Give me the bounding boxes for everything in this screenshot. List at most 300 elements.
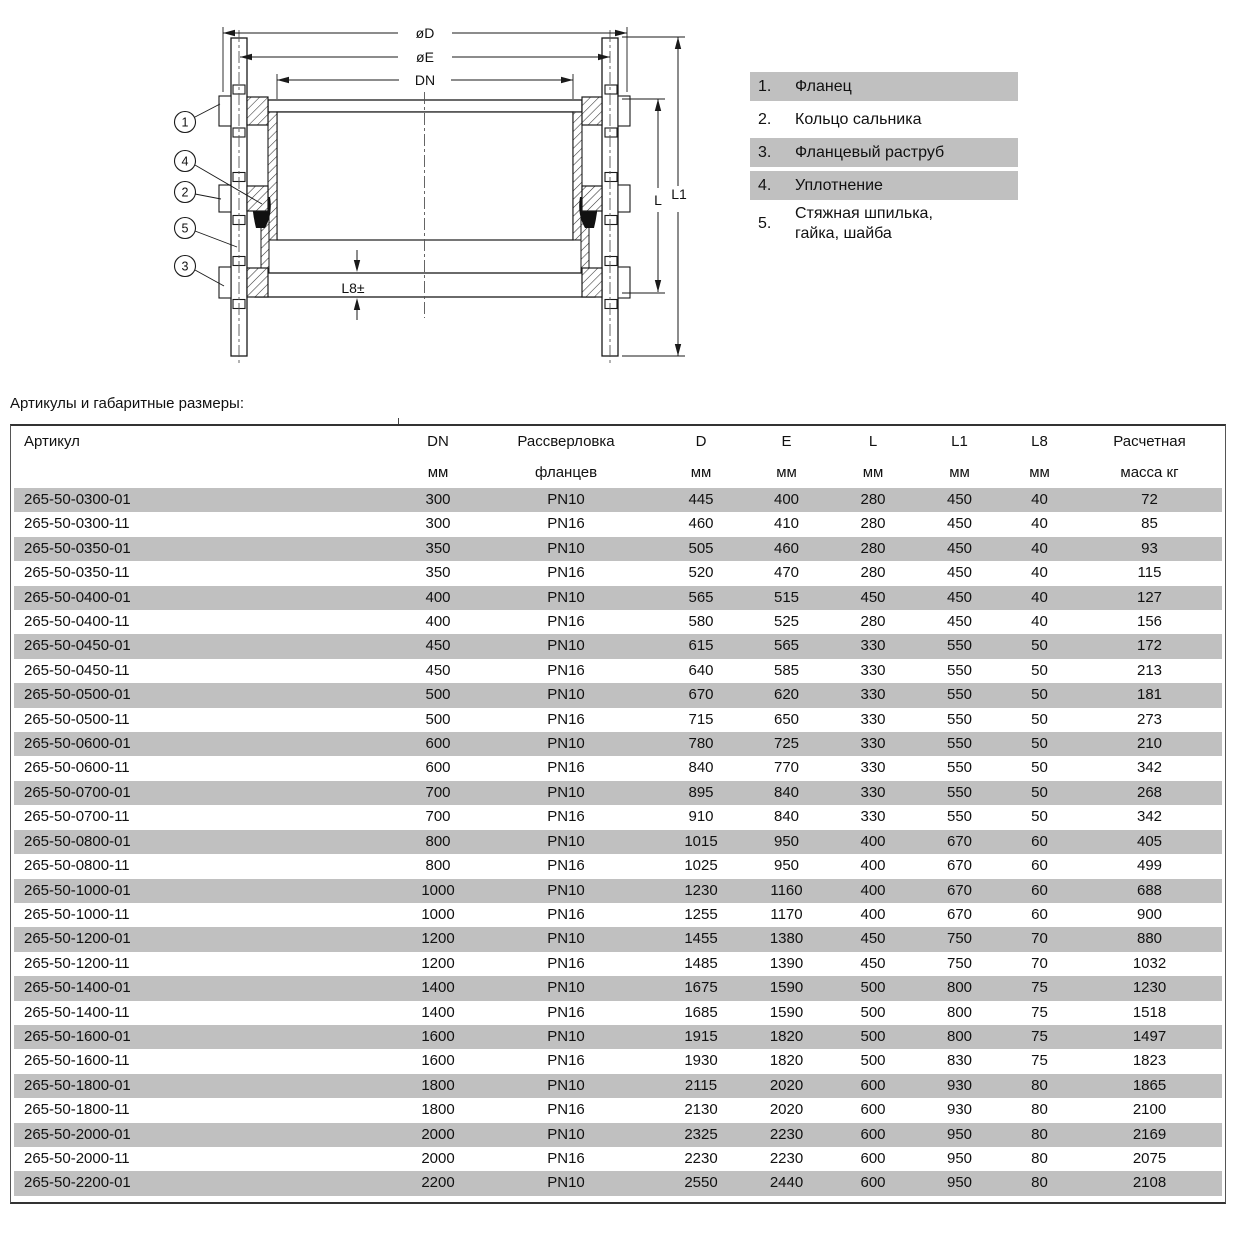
cell-l: 400	[860, 905, 886, 923]
cell-d: 670	[688, 686, 714, 704]
col-header-d: D	[695, 433, 707, 450]
cell-mass: 1032	[1132, 954, 1167, 972]
cell-d: 445	[688, 491, 714, 508]
cell-l: 600	[860, 1174, 886, 1192]
cell-article: 265-50-0400-01	[24, 588, 131, 606]
cell-drilling: PN10	[547, 930, 585, 948]
cell-drilling: PN16	[547, 1003, 585, 1021]
cell-l1: 450	[946, 491, 973, 508]
arrow	[655, 99, 661, 111]
cell-e: 410	[773, 515, 800, 533]
cell-l8: 60	[1031, 832, 1048, 850]
washer	[605, 128, 617, 137]
cell-l: 330	[860, 783, 886, 801]
cell-e: 400	[773, 491, 800, 508]
col-header-dn: DN	[427, 433, 449, 450]
cell-d: 615	[688, 637, 714, 655]
cell-dn: 800	[425, 832, 451, 850]
cell-l1: 800	[946, 1027, 973, 1045]
cell-article: 265-50-0350-11	[24, 564, 130, 582]
gland-ring-right	[582, 186, 602, 211]
cell-mass: 2100	[1132, 1101, 1167, 1119]
cell-d: 1015	[684, 832, 718, 850]
legend-item	[750, 72, 1018, 101]
legend-item	[750, 138, 1018, 167]
table-row	[14, 781, 1222, 805]
cell-dn: 1400	[421, 1003, 455, 1021]
cell-l8: 75	[1031, 1027, 1048, 1045]
table-row	[14, 854, 1222, 878]
col-unit-d: мм	[690, 464, 712, 481]
col-header-article: Артикул	[24, 433, 80, 450]
cell-l: 280	[860, 539, 886, 557]
cell-mass: 172	[1136, 637, 1163, 655]
cell-l1: 550	[946, 710, 973, 728]
cell-dn: 300	[425, 491, 451, 508]
cell-l1: 450	[946, 539, 973, 557]
cell-e: 1390	[769, 954, 804, 972]
cell-l8: 40	[1031, 564, 1048, 582]
nut	[219, 267, 231, 298]
table-row	[14, 708, 1222, 732]
cell-article: 265-50-1400-01	[24, 979, 131, 997]
legend-item	[750, 204, 1018, 244]
washer	[605, 216, 617, 225]
cell-dn: 500	[425, 710, 451, 728]
legend-item-number: 4.	[758, 176, 772, 194]
cell-mass: 688	[1136, 881, 1163, 899]
dim-label-l8: L8±	[341, 280, 365, 296]
cell-mass: 880	[1136, 930, 1163, 948]
cell-d: 565	[688, 588, 714, 606]
cell-l1: 550	[946, 686, 973, 704]
table-row	[14, 976, 1222, 1000]
cell-l8: 80	[1031, 1149, 1048, 1167]
cell-drilling: PN10	[547, 588, 585, 606]
cell-d: 1025	[684, 857, 718, 875]
cell-l8: 40	[1031, 491, 1048, 508]
cell-l1: 930	[946, 1101, 973, 1119]
cell-d: 2550	[684, 1174, 718, 1192]
cell-article: 265-50-0300-11	[24, 515, 130, 533]
cell-mass: 1230	[1132, 979, 1167, 997]
cell-e: 2230	[769, 1149, 804, 1167]
cell-l1: 550	[946, 759, 973, 777]
cell-dn: 400	[425, 613, 451, 631]
cell-drilling: PN16	[547, 1149, 585, 1167]
cell-l8: 60	[1031, 881, 1048, 899]
col-unit-mass: масса кг	[1120, 464, 1179, 481]
col-unit-article	[14, 457, 402, 488]
table-row	[14, 952, 1222, 976]
nut	[219, 185, 231, 212]
cell-l: 330	[860, 637, 886, 655]
cell-e: 470	[773, 564, 800, 582]
cell-article: 265-50-1000-11	[24, 905, 130, 923]
cell-d: 580	[688, 613, 714, 631]
cell-e: 525	[773, 613, 800, 631]
cell-d: 895	[688, 783, 714, 801]
callout-number: 1	[181, 115, 189, 130]
cell-l1: 550	[946, 637, 973, 655]
cell-l1: 450	[946, 588, 973, 606]
cell-drilling: PN16	[547, 710, 585, 728]
cell-article: 265-50-0700-11	[24, 808, 130, 826]
cell-l: 600	[860, 1149, 886, 1167]
cell-e: 565	[773, 637, 800, 655]
cell-article: 265-50-0450-11	[24, 661, 130, 679]
cell-l1: 930	[946, 1076, 973, 1094]
cell-mass: 405	[1136, 832, 1163, 850]
cell-e: 770	[773, 759, 800, 777]
col-unit-e: мм	[776, 464, 797, 481]
cell-article: 265-50-1600-11	[24, 1052, 130, 1070]
cell-drilling: PN10	[547, 783, 585, 801]
cell-drilling: PN16	[547, 515, 585, 533]
cell-d: 1915	[684, 1027, 718, 1045]
arrow	[277, 77, 289, 83]
cell-l1: 750	[946, 954, 973, 972]
cell-drilling: PN10	[547, 637, 585, 655]
cell-mass: 156	[1136, 613, 1163, 631]
flange-top-left	[247, 97, 268, 125]
cell-l8: 75	[1031, 1052, 1048, 1070]
cell-dn: 1800	[421, 1101, 455, 1119]
cell-e: 950	[773, 832, 800, 850]
cell-l8: 40	[1031, 588, 1048, 606]
col-header-l8: L8	[1031, 433, 1048, 450]
cell-l8: 75	[1031, 1003, 1048, 1021]
cell-mass: 210	[1136, 735, 1163, 753]
cell-dn: 2000	[421, 1149, 455, 1167]
cell-l: 400	[860, 832, 886, 850]
cell-l8: 80	[1031, 1125, 1048, 1143]
col-unit-l8: мм	[1029, 464, 1050, 481]
cell-l1: 750	[946, 930, 973, 948]
cell-e: 840	[773, 783, 800, 801]
cell-l1: 830	[946, 1052, 973, 1070]
cell-d: 840	[688, 759, 714, 777]
cell-l1: 670	[946, 832, 973, 850]
table-row	[14, 805, 1222, 829]
cell-article: 265-50-1400-11	[24, 1003, 130, 1021]
cell-e: 2020	[769, 1076, 804, 1094]
cell-l8: 50	[1031, 808, 1048, 826]
flange-bottom-right	[582, 268, 602, 297]
cell-l8: 70	[1031, 930, 1048, 948]
washer	[605, 173, 617, 182]
nut	[618, 185, 630, 212]
cell-dn: 600	[425, 735, 451, 753]
cell-l8: 40	[1031, 515, 1048, 533]
cell-e: 1170	[770, 905, 803, 923]
cell-d: 1255	[684, 905, 718, 923]
table-row	[14, 610, 1222, 634]
cell-mass: 93	[1141, 539, 1158, 557]
cell-d: 910	[688, 808, 714, 826]
cell-l1: 670	[946, 881, 973, 899]
cell-mass: 1865	[1132, 1076, 1167, 1094]
cell-article: 265-50-2200-01	[24, 1174, 131, 1192]
cell-dn: 350	[425, 564, 451, 582]
table-row	[14, 1147, 1222, 1171]
cell-l1: 670	[946, 857, 973, 875]
table-row	[14, 586, 1222, 610]
cell-l8: 60	[1031, 857, 1048, 875]
table-row	[14, 1049, 1222, 1073]
cell-drilling: PN16	[547, 954, 585, 972]
arrow	[354, 298, 360, 310]
gland-ring-left	[247, 186, 268, 211]
cell-dn: 600	[425, 759, 451, 777]
cell-d: 1230	[684, 881, 718, 899]
cell-dn: 1600	[421, 1052, 455, 1070]
cell-l: 450	[860, 930, 886, 948]
cell-mass: 342	[1136, 759, 1163, 777]
table-row	[14, 1098, 1222, 1122]
table-row	[14, 488, 1222, 512]
table-row	[14, 634, 1222, 658]
cell-l: 500	[860, 979, 886, 997]
cell-e: 950	[773, 857, 800, 875]
cell-l8: 80	[1031, 1101, 1048, 1119]
cell-mass: 900	[1136, 905, 1163, 923]
cell-dn: 1200	[421, 930, 455, 948]
cell-l8: 50	[1031, 686, 1048, 704]
cell-article: 265-50-1800-01	[24, 1076, 131, 1094]
cell-l: 500	[860, 1052, 886, 1070]
table-row	[14, 1123, 1222, 1147]
cell-e: 1590	[769, 1003, 804, 1021]
table-row	[14, 830, 1222, 854]
cell-l1: 670	[946, 905, 973, 923]
cell-l1: 450	[946, 515, 973, 533]
cell-l: 280	[860, 564, 886, 582]
legend-item-label: Фланец	[795, 77, 852, 95]
cell-drilling: PN10	[547, 735, 585, 753]
cell-l8: 60	[1031, 905, 1048, 923]
cell-d: 1930	[684, 1052, 718, 1070]
nut	[219, 96, 231, 126]
cell-mass: 2108	[1132, 1174, 1167, 1192]
cell-dn: 1000	[421, 905, 455, 923]
cell-drilling: PN16	[547, 759, 585, 777]
cell-article: 265-50-0500-11	[24, 710, 130, 728]
cell-article: 265-50-1600-01	[24, 1027, 131, 1045]
legend-item	[750, 105, 1018, 134]
cell-e: 1590	[769, 979, 804, 997]
col-unit-dn: мм	[427, 464, 449, 481]
cell-e: 1820	[769, 1052, 804, 1070]
cell-e: 2440	[769, 1174, 804, 1192]
cell-e: 840	[773, 808, 800, 826]
cell-e: 650	[773, 710, 800, 728]
cell-drilling: PN10	[547, 1027, 585, 1045]
cell-drilling: PN16	[547, 905, 585, 923]
cell-e: 725	[773, 735, 800, 753]
cell-dn: 700	[425, 783, 451, 801]
cell-dn: 1200	[421, 954, 455, 972]
cell-l: 600	[860, 1076, 886, 1094]
arrow	[655, 280, 661, 292]
arrow	[561, 77, 573, 83]
cell-l: 330	[860, 710, 886, 728]
cell-l: 600	[860, 1125, 886, 1143]
cell-e: 515	[773, 588, 800, 606]
cell-l8: 50	[1031, 759, 1048, 777]
cell-l: 280	[860, 613, 886, 631]
cell-l1: 550	[946, 808, 973, 826]
legend-item-label: Фланцевый раструб	[795, 143, 945, 161]
cell-drilling: PN10	[547, 979, 585, 997]
cell-mass: 1823	[1132, 1052, 1167, 1070]
flange-bottom-left	[247, 268, 268, 297]
cell-l: 330	[860, 759, 886, 777]
cell-drilling: PN16	[547, 613, 585, 631]
cell-l1: 800	[946, 1003, 973, 1021]
cell-l1: 950	[946, 1174, 973, 1192]
cell-mass: 2169	[1132, 1125, 1167, 1143]
table-row	[14, 683, 1222, 707]
cell-mass: 2075	[1132, 1149, 1167, 1167]
col-header-drilling: Рассверловка	[517, 433, 615, 450]
cell-drilling: PN16	[547, 564, 585, 582]
cell-article: 265-50-0600-11	[24, 759, 130, 777]
cell-e: 2230	[769, 1125, 804, 1143]
table-row	[14, 879, 1222, 903]
cell-d: 640	[688, 661, 714, 679]
table-row	[14, 732, 1222, 756]
cell-d: 520	[688, 564, 714, 582]
col-header-l: L	[868, 433, 878, 450]
cell-d: 2115	[684, 1076, 718, 1094]
dim-label-dn: DN	[414, 72, 436, 88]
cell-dn: 1000	[421, 881, 455, 899]
pipe-bore	[277, 112, 573, 240]
cell-dn: 450	[425, 637, 451, 655]
nut	[618, 96, 630, 126]
cell-l1: 550	[946, 661, 973, 679]
washer	[605, 300, 617, 309]
pipe-body	[255, 100, 595, 297]
cell-mass: 1497	[1132, 1027, 1167, 1045]
table-row	[14, 756, 1222, 780]
cell-d: 2325	[684, 1125, 718, 1143]
cell-l8: 70	[1031, 954, 1048, 972]
cell-l: 600	[860, 1101, 886, 1119]
cell-dn: 2000	[421, 1125, 455, 1143]
cell-e: 1820	[769, 1027, 804, 1045]
dim-label-oe: øE	[416, 49, 434, 65]
callout-number: 5	[181, 221, 189, 236]
cell-l: 330	[860, 808, 886, 826]
dim-label-od: øD	[415, 25, 435, 41]
washer	[605, 257, 617, 266]
legend-item-number: 2.	[758, 110, 772, 128]
cell-l8: 80	[1031, 1076, 1048, 1094]
cell-d: 715	[688, 710, 714, 728]
cell-e: 620	[773, 686, 800, 704]
cell-drilling: PN10	[547, 1125, 585, 1143]
cell-l1: 450	[946, 564, 973, 582]
cell-dn: 500	[425, 686, 451, 704]
table-row	[14, 927, 1222, 951]
table-row	[14, 659, 1222, 683]
cell-d: 1675	[684, 979, 718, 997]
cell-dn: 800	[425, 857, 451, 875]
arrow	[675, 344, 681, 356]
callout-number: 3	[181, 259, 189, 274]
cell-mass: 213	[1136, 661, 1163, 679]
cell-drilling: PN10	[547, 832, 585, 850]
cell-l8: 40	[1031, 539, 1048, 557]
col-unit-drilling: фланцев	[534, 464, 598, 481]
arrow	[223, 30, 235, 36]
cell-l: 280	[860, 491, 886, 508]
legend-item-number: 5.	[758, 215, 772, 232]
cell-drilling: PN16	[547, 808, 585, 826]
cell-l: 500	[860, 1003, 886, 1021]
cell-l: 330	[860, 735, 886, 753]
cell-e: 1160	[770, 881, 803, 899]
legend-item-label: Стяжная шпилька, гайка, шайба	[795, 205, 933, 242]
cell-l1: 550	[946, 783, 973, 801]
cell-drilling: PN10	[547, 686, 585, 704]
cell-mass: 115	[1137, 564, 1162, 582]
cell-article: 265-50-0600-01	[24, 735, 131, 753]
cell-d: 1685	[684, 1003, 718, 1021]
parts-legend	[750, 72, 1018, 248]
cell-l8: 50	[1031, 710, 1048, 728]
table-title: Артикулы и габаритные размеры:	[10, 395, 244, 412]
cell-drilling: PN16	[547, 1101, 585, 1119]
cell-article: 265-50-0350-01	[24, 539, 131, 557]
cell-dn: 350	[425, 539, 451, 557]
pipe-top-wall	[268, 100, 582, 112]
legend-item	[750, 171, 1018, 200]
arrow	[354, 260, 360, 272]
cell-e: 2020	[769, 1101, 804, 1119]
cell-l8: 75	[1031, 979, 1048, 997]
table-row	[14, 1074, 1222, 1098]
col-header-l1: L1	[951, 433, 968, 450]
cell-mass: 268	[1136, 783, 1163, 801]
cell-article: 265-50-1800-11	[24, 1101, 130, 1119]
arrow	[675, 37, 681, 49]
cell-mass: 181	[1136, 686, 1163, 704]
cell-mass: 72	[1141, 491, 1158, 508]
cell-e: 1380	[769, 930, 804, 948]
cell-article: 265-50-1200-11	[24, 954, 130, 972]
cell-l1: 550	[946, 735, 973, 753]
washer	[605, 85, 617, 94]
cell-mass: 85	[1141, 515, 1158, 533]
cell-drilling: PN10	[547, 491, 585, 508]
cell-l1: 950	[946, 1125, 973, 1143]
cell-dn: 700	[425, 808, 451, 826]
table-row	[14, 1171, 1222, 1195]
callouts	[175, 112, 196, 277]
cell-l8: 50	[1031, 735, 1048, 753]
flange-top-right	[582, 97, 602, 125]
cell-d: 2130	[684, 1101, 718, 1119]
legend-item-number: 3.	[758, 143, 772, 161]
col-unit-l1: мм	[949, 464, 970, 481]
legend-item-label: Уплотнение	[795, 176, 883, 194]
cell-dn: 300	[425, 515, 451, 533]
cell-l: 400	[860, 881, 886, 899]
cell-l1: 800	[946, 979, 973, 997]
